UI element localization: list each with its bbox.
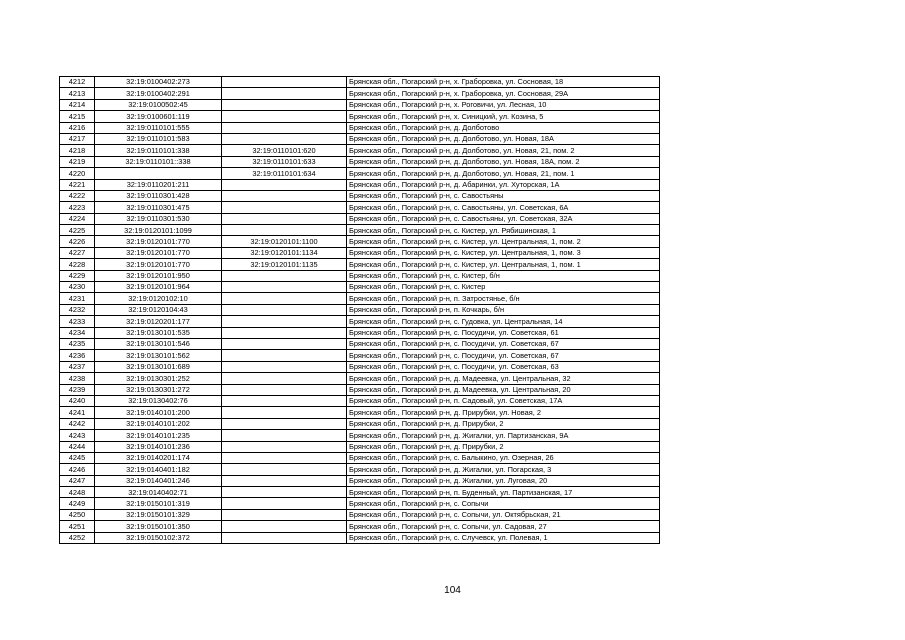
cadastral-number-cell: 32:19:0100402:273 [95, 77, 222, 88]
address-cell: Брянская обл., Погарский р-н, д. Мадеевка, ул. Центральная, 32 [347, 373, 660, 384]
property-table-body [60, 77, 660, 544]
table-row [60, 236, 660, 247]
row-number-cell: 4229 [60, 270, 95, 281]
row-number-cell: 4245 [60, 452, 95, 463]
address-cell: Брянская обл., Погарский р-н, п. Кочкарь, б/н [347, 304, 660, 315]
row-number-cell: 4231 [60, 293, 95, 304]
row-number-cell: 4212 [60, 77, 95, 88]
cadastral-number-cell: 32:19:0120101:770 [95, 247, 222, 258]
table-row [60, 270, 660, 281]
cadastral-number-cell: 32:19:0130101:546 [95, 338, 222, 349]
object-cadastral-number-cell: 32:19:0120101:1100 [222, 236, 347, 247]
object-cadastral-number-cell [222, 430, 347, 441]
address-cell: Брянская обл., Погарский р-н, с. Кистер, ул. Центральная, 1, пом. 3 [347, 247, 660, 258]
object-cadastral-number-cell [222, 190, 347, 201]
table-row [60, 475, 660, 486]
cadastral-number-cell: 32:19:0110301:530 [95, 213, 222, 224]
table-row [60, 407, 660, 418]
cadastral-number-cell: 32:19:0120102:10 [95, 293, 222, 304]
object-cadastral-number-cell: 32:19:0110101:634 [222, 168, 347, 179]
address-cell: Брянская обл., Погарский р-н, с. Гудовка, ул. Центральная, 14 [347, 316, 660, 327]
address-cell: Брянская обл., Погарский р-н, с. Кистер, ул. Рябишинская, 1 [347, 225, 660, 236]
address-cell: Брянская обл., Погарский р-н, с. Сопычи, ул. Садовая, 27 [347, 521, 660, 532]
object-cadastral-number-cell [222, 521, 347, 532]
object-cadastral-number-cell [222, 475, 347, 486]
row-number-cell: 4230 [60, 282, 95, 293]
cadastral-number-cell: 32:19:0130101:535 [95, 327, 222, 338]
object-cadastral-number-cell [222, 316, 347, 327]
cadastral-number-cell: 32:19:0130301:252 [95, 373, 222, 384]
address-cell: Брянская обл., Погарский р-н, с. Посудичи, ул. Советская, 67 [347, 338, 660, 349]
cadastral-number-cell: 32:19:0150101:319 [95, 498, 222, 509]
row-number-cell: 4235 [60, 338, 95, 349]
table-row [60, 361, 660, 372]
cadastral-number-cell: 32:19:0110201:211 [95, 179, 222, 190]
address-cell: Брянская обл., Погарский р-н, с. Посудичи, ул. Советская, 63 [347, 361, 660, 372]
row-number-cell: 4217 [60, 133, 95, 144]
address-cell: Брянская обл., Погарский р-н, д. Прирубки, 2 [347, 418, 660, 429]
address-cell: Брянская обл., Погарский р-н, д. Прирубки, 2 [347, 441, 660, 452]
object-cadastral-number-cell [222, 179, 347, 190]
table-row [60, 168, 660, 179]
property-table [59, 76, 660, 544]
table-row [60, 259, 660, 270]
row-number-cell: 4243 [60, 430, 95, 441]
address-cell: Брянская обл., Погарский р-н, д. Прирубки, ул. Новая, 2 [347, 407, 660, 418]
row-number-cell: 4228 [60, 259, 95, 270]
row-number-cell: 4220 [60, 168, 95, 179]
address-cell: Брянская обл., Погарский р-н, д. Долботово, ул. Новая, 18А, пом. 2 [347, 156, 660, 167]
address-cell: Брянская обл., Погарский р-н, п. Садовый, ул. Советская, 17А [347, 395, 660, 406]
address-cell: Брянская обл., Погарский р-н, х. Роговичи, ул. Лесная, 10 [347, 99, 660, 110]
row-number-cell: 4227 [60, 247, 95, 258]
cadastral-number-cell: 32:19:0120104:43 [95, 304, 222, 315]
object-cadastral-number-cell [222, 99, 347, 110]
address-cell: Брянская обл., Погарский р-н, с. Савостьяны, ул. Советская, 32А [347, 213, 660, 224]
row-number-cell: 4234 [60, 327, 95, 338]
object-cadastral-number-cell [222, 498, 347, 509]
address-cell: Брянская обл., Погарский р-н, д. Мадеевка, ул. Центральная, 20 [347, 384, 660, 395]
cadastral-number-cell: 32:19:0110101::338 [95, 156, 222, 167]
address-cell: Брянская обл., Погарский р-н, х. Граборовка, ул. Сосновая, 29А [347, 88, 660, 99]
cadastral-number-cell: 32:19:0140101:202 [95, 418, 222, 429]
row-number-cell: 4233 [60, 316, 95, 327]
table-row [60, 350, 660, 361]
object-cadastral-number-cell [222, 361, 347, 372]
row-number-cell: 4225 [60, 225, 95, 236]
cadastral-number-cell: 32:19:0150101:329 [95, 509, 222, 520]
row-number-cell: 4252 [60, 532, 95, 543]
address-cell: Брянская обл., Погарский р-н, с. Савостьяны, ул. Советская, 6А [347, 202, 660, 213]
address-cell: Брянская обл., Погарский р-н, с. Кистер, ул. Центральная, 1, пом. 1 [347, 259, 660, 270]
object-cadastral-number-cell [222, 452, 347, 463]
address-cell: Брянская обл., Погарский р-н, с. Случевск, ул. Полевая, 1 [347, 532, 660, 543]
table-row [60, 282, 660, 293]
object-cadastral-number-cell [222, 293, 347, 304]
row-number-cell: 4247 [60, 475, 95, 486]
address-cell: Брянская обл., Погарский р-н, с. Сопычи, ул. Октябрьская, 21 [347, 509, 660, 520]
object-cadastral-number-cell [222, 282, 347, 293]
cadastral-number-cell: 32:19:0140201:174 [95, 452, 222, 463]
table-row [60, 384, 660, 395]
row-number-cell: 4222 [60, 190, 95, 201]
address-cell: Брянская обл., Погарский р-н, х. Граборовка, ул. Сосновая, 18 [347, 77, 660, 88]
address-cell: Брянская обл., Погарский р-н, д. Долботово, ул. Новая, 21, пом. 1 [347, 168, 660, 179]
table-row [60, 316, 660, 327]
row-number-cell: 4246 [60, 464, 95, 475]
cadastral-number-cell: 32:19:0100502:45 [95, 99, 222, 110]
row-number-cell: 4236 [60, 350, 95, 361]
cadastral-number-cell: 32:19:0150102:372 [95, 532, 222, 543]
row-number-cell: 4238 [60, 373, 95, 384]
table-row [60, 77, 660, 88]
cadastral-number-cell: 32:19:0110101:583 [95, 133, 222, 144]
table-row [60, 111, 660, 122]
object-cadastral-number-cell: 32:19:0120101:1134 [222, 247, 347, 258]
object-cadastral-number-cell: 32:19:0120101:1135 [222, 259, 347, 270]
object-cadastral-number-cell [222, 509, 347, 520]
row-number-cell: 4218 [60, 145, 95, 156]
cadastral-number-cell: 32:19:0130301:272 [95, 384, 222, 395]
address-cell: Брянская обл., Погарский р-н, с. Посудичи, ул. Советская, 67 [347, 350, 660, 361]
object-cadastral-number-cell [222, 111, 347, 122]
object-cadastral-number-cell [222, 122, 347, 133]
address-cell: Брянская обл., Погарский р-н, п. Затростянье, б/н [347, 293, 660, 304]
cadastral-number-cell: 32:19:0110101:338 [95, 145, 222, 156]
cadastral-number-cell: 32:19:0120101:770 [95, 236, 222, 247]
table-row [60, 179, 660, 190]
row-number-cell: 4244 [60, 441, 95, 452]
cadastral-number-cell: 32:19:0100601:119 [95, 111, 222, 122]
cadastral-number-cell [95, 168, 222, 179]
table-row [60, 156, 660, 167]
cadastral-number-cell: 32:19:0140402:71 [95, 487, 222, 498]
table-row [60, 247, 660, 258]
object-cadastral-number-cell [222, 88, 347, 99]
object-cadastral-number-cell: 32:19:0110101:620 [222, 145, 347, 156]
cadastral-number-cell: 32:19:0120201:177 [95, 316, 222, 327]
address-cell: Брянская обл., Погарский р-н, с. Балыкино, ул. Озерная, 26 [347, 452, 660, 463]
address-cell: Брянская обл., Погарский р-н, п. Буденный, ул. Партизанская, 17 [347, 487, 660, 498]
table-row [60, 202, 660, 213]
object-cadastral-number-cell [222, 202, 347, 213]
row-number-cell: 4251 [60, 521, 95, 532]
address-cell: Брянская обл., Погарский р-н, с. Кистер [347, 282, 660, 293]
cadastral-number-cell: 32:19:0110301:428 [95, 190, 222, 201]
address-cell: Брянская обл., Погарский р-н, д. Долботово [347, 122, 660, 133]
address-cell: Брянская обл., Погарский р-н, с. Кистер, ул. Центральная, 1, пом. 2 [347, 236, 660, 247]
address-cell: Брянская обл., Погарский р-н, с. Савостьяны [347, 190, 660, 201]
cadastral-number-cell: 32:19:0140101:200 [95, 407, 222, 418]
object-cadastral-number-cell [222, 418, 347, 429]
address-cell: Брянская обл., Погарский р-н, д. Абаринки, ул. Хуторская, 1А [347, 179, 660, 190]
cadastral-number-cell: 32:19:0150101:350 [95, 521, 222, 532]
table-row [60, 373, 660, 384]
address-cell: Брянская обл., Погарский р-н, д. Долботово, ул. Новая, 21, пом. 2 [347, 145, 660, 156]
object-cadastral-number-cell [222, 225, 347, 236]
object-cadastral-number-cell [222, 441, 347, 452]
table-row [60, 122, 660, 133]
cadastral-number-cell: 32:19:0120101:964 [95, 282, 222, 293]
row-number-cell: 4239 [60, 384, 95, 395]
object-cadastral-number-cell [222, 532, 347, 543]
cadastral-number-cell: 32:19:0120101:1099 [95, 225, 222, 236]
row-number-cell: 4242 [60, 418, 95, 429]
row-number-cell: 4237 [60, 361, 95, 372]
row-number-cell: 4223 [60, 202, 95, 213]
object-cadastral-number-cell: 32:19:0110101:633 [222, 156, 347, 167]
cadastral-number-cell: 32:19:0110301:475 [95, 202, 222, 213]
table-row [60, 498, 660, 509]
cadastral-number-cell: 32:19:0100402:291 [95, 88, 222, 99]
row-number-cell: 4214 [60, 99, 95, 110]
row-number-cell: 4240 [60, 395, 95, 406]
object-cadastral-number-cell [222, 384, 347, 395]
table-row [60, 327, 660, 338]
object-cadastral-number-cell [222, 338, 347, 349]
table-row [60, 304, 660, 315]
object-cadastral-number-cell [222, 464, 347, 475]
table-row [60, 99, 660, 110]
cadastral-number-cell: 32:19:0120101:770 [95, 259, 222, 270]
table-row [60, 441, 660, 452]
table-row [60, 338, 660, 349]
cadastral-number-cell: 32:19:0130101:689 [95, 361, 222, 372]
table-row [60, 395, 660, 406]
table-row [60, 418, 660, 429]
row-number-cell: 4241 [60, 407, 95, 418]
table-row [60, 88, 660, 99]
address-cell: Брянская обл., Погарский р-н, д. Долботово, ул. Новая, 18А [347, 133, 660, 144]
object-cadastral-number-cell [222, 270, 347, 281]
cadastral-number-cell: 32:19:0130101:562 [95, 350, 222, 361]
address-cell: Брянская обл., Погарский р-н, с. Посудичи, ул. Советская, 61 [347, 327, 660, 338]
row-number-cell: 4219 [60, 156, 95, 167]
table-row [60, 145, 660, 156]
table-row [60, 190, 660, 201]
row-number-cell: 4221 [60, 179, 95, 190]
object-cadastral-number-cell [222, 304, 347, 315]
address-cell: Брянская обл., Погарский р-н, д. Жигалки, ул. Партизанская, 9А [347, 430, 660, 441]
address-cell: Брянская обл., Погарский р-н, д. Жигалки, ул. Луговая, 20 [347, 475, 660, 486]
table-row [60, 521, 660, 532]
cadastral-number-cell: 32:19:0140101:235 [95, 430, 222, 441]
object-cadastral-number-cell [222, 327, 347, 338]
table-row [60, 452, 660, 463]
table-row [60, 430, 660, 441]
row-number-cell: 4224 [60, 213, 95, 224]
row-number-cell: 4232 [60, 304, 95, 315]
row-number-cell: 4215 [60, 111, 95, 122]
object-cadastral-number-cell [222, 487, 347, 498]
address-cell: Брянская обл., Погарский р-н, с. Сопычи [347, 498, 660, 509]
cadastral-number-cell: 32:19:0130402:76 [95, 395, 222, 406]
table-row [60, 133, 660, 144]
table-row [60, 464, 660, 475]
table-row [60, 213, 660, 224]
cadastral-number-cell: 32:19:0110101:555 [95, 122, 222, 133]
address-cell: Брянская обл., Погарский р-н, с. Кистер, б/н [347, 270, 660, 281]
object-cadastral-number-cell [222, 395, 347, 406]
object-cadastral-number-cell [222, 213, 347, 224]
table-row [60, 293, 660, 304]
table-row [60, 509, 660, 520]
table-row [60, 487, 660, 498]
row-number-cell: 4216 [60, 122, 95, 133]
row-number-cell: 4249 [60, 498, 95, 509]
object-cadastral-number-cell [222, 133, 347, 144]
address-cell: Брянская обл., Погарский р-н, х. Синицкий, ул. Козина, 5 [347, 111, 660, 122]
object-cadastral-number-cell [222, 350, 347, 361]
cadastral-number-cell: 32:19:0140101:236 [95, 441, 222, 452]
row-number-cell: 4250 [60, 509, 95, 520]
cadastral-number-cell: 32:19:0140401:182 [95, 464, 222, 475]
row-number-cell: 4213 [60, 88, 95, 99]
row-number-cell: 4226 [60, 236, 95, 247]
table-row [60, 225, 660, 236]
row-number-cell: 4248 [60, 487, 95, 498]
page-number: 104 [444, 585, 461, 596]
cadastral-number-cell: 32:19:0140401:246 [95, 475, 222, 486]
object-cadastral-number-cell [222, 407, 347, 418]
object-cadastral-number-cell [222, 373, 347, 384]
address-cell: Брянская обл., Погарский р-н, д. Жигалки, ул. Погарская, 3 [347, 464, 660, 475]
table-row [60, 532, 660, 543]
object-cadastral-number-cell [222, 77, 347, 88]
cadastral-number-cell: 32:19:0120101:950 [95, 270, 222, 281]
